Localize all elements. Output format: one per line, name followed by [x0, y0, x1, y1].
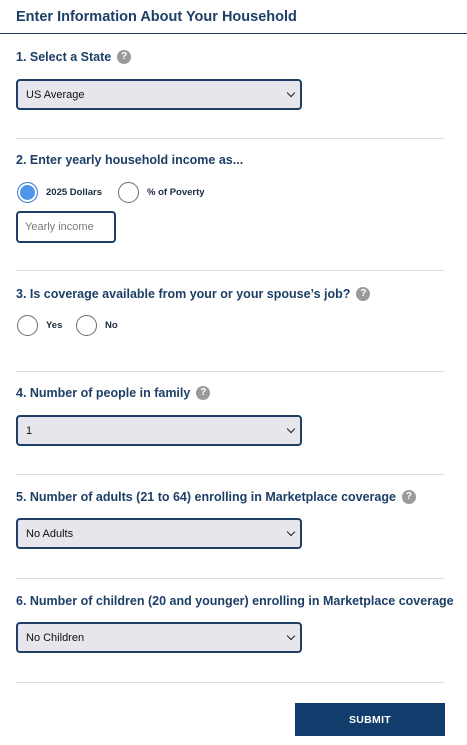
- coverage-yes-option[interactable]: [17, 315, 62, 336]
- family-label: 4. Number of people in family: [16, 386, 191, 400]
- coverage-no-radio[interactable]: [76, 315, 97, 336]
- help-icon[interactable]: ?: [356, 287, 370, 301]
- section-divider: [16, 270, 444, 271]
- state-label: 1. Select a State: [16, 50, 112, 64]
- coverage-yes-radio[interactable]: [17, 315, 38, 336]
- family-question: [16, 386, 210, 400]
- children-select-value: No Children: [26, 631, 85, 644]
- state-select-value: US Average: [26, 88, 85, 101]
- state-question: [16, 50, 131, 64]
- chevron-down-icon: [287, 631, 295, 639]
- children-select[interactable]: [16, 622, 302, 653]
- family-size-select[interactable]: [16, 415, 302, 446]
- title-divider: [0, 33, 467, 34]
- help-icon[interactable]: ?: [117, 50, 131, 64]
- income-question: [16, 153, 243, 167]
- income-dollars-label: 2025 Dollars: [46, 187, 102, 198]
- income-poverty-label: % of Poverty: [147, 187, 205, 198]
- income-poverty-radio[interactable]: [118, 182, 139, 203]
- income-poverty-option[interactable]: [118, 182, 205, 203]
- section-divider: [16, 138, 444, 139]
- section-divider: [16, 474, 444, 475]
- children-question: [16, 594, 454, 608]
- adults-select-value: No Adults: [26, 527, 74, 540]
- coverage-question: [16, 287, 370, 301]
- coverage-yes-label: Yes: [46, 320, 63, 331]
- page-title: Enter Information About Your Household: [16, 9, 297, 25]
- section-divider: [16, 682, 444, 683]
- income-label: 2. Enter yearly household income as...: [16, 153, 244, 167]
- family-size-value: 1: [26, 424, 33, 437]
- chevron-down-icon: [287, 88, 295, 96]
- children-label: 6. Number of children (20 and younger) enrolling in Marketplace coverage: [16, 594, 454, 608]
- adults-question: [16, 490, 416, 504]
- coverage-no-label: No: [105, 320, 118, 331]
- submit-button[interactable]: SUBMIT: [295, 703, 445, 736]
- adults-select[interactable]: [16, 518, 302, 549]
- adults-label: 5. Number of adults (21 to 64) enrolling in Marketplace coverage: [16, 490, 396, 504]
- coverage-label: 3. Is coverage available from your or your spouse’s job?: [16, 287, 351, 301]
- section-divider: [16, 578, 444, 579]
- state-select[interactable]: [16, 79, 302, 110]
- help-icon[interactable]: ?: [402, 490, 416, 504]
- coverage-no-option[interactable]: [76, 315, 118, 336]
- income-dollars-radio[interactable]: [17, 182, 38, 203]
- section-divider: [16, 371, 444, 372]
- chevron-down-icon: [287, 527, 295, 535]
- chevron-down-icon: [287, 424, 295, 432]
- help-icon[interactable]: ?: [196, 386, 210, 400]
- yearly-income-input[interactable]: Yearly income: [16, 211, 116, 243]
- income-dollars-option[interactable]: [17, 182, 102, 203]
